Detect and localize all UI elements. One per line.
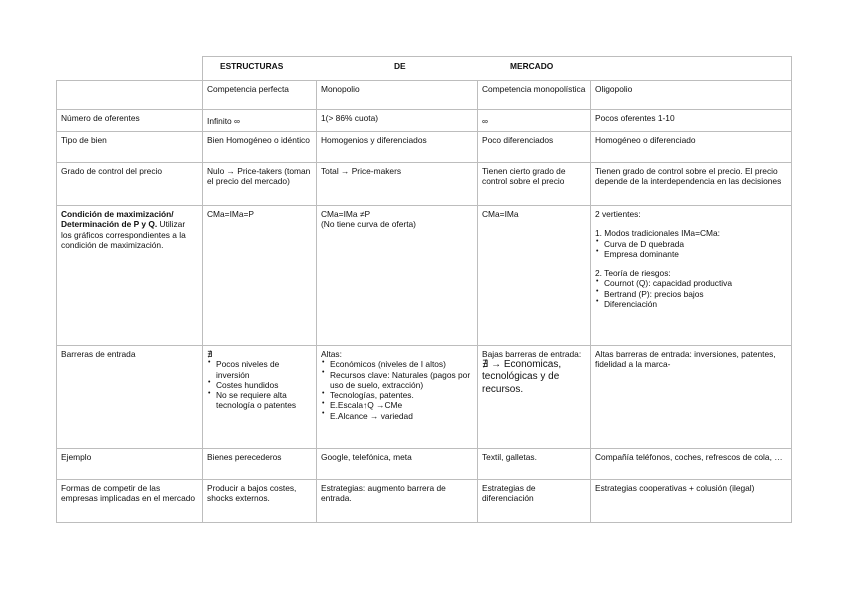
- market-structures-table: [56, 56, 792, 523]
- cell-barreras-monopolistica: [478, 346, 591, 449]
- col-header-monopolio: Monopolio: [317, 81, 478, 110]
- max-oligopolio-sub2-list: [595, 278, 787, 309]
- table-title-row: [57, 57, 792, 81]
- row-label-control-precio: Grado de control del precio: [57, 163, 203, 206]
- row-label-ejemplo: Ejemplo: [57, 449, 203, 480]
- table-row: [57, 132, 792, 163]
- max-oligopolio-sub2: 2. Teoría de riesgos:: [595, 268, 671, 278]
- table-title-cell: [203, 57, 792, 81]
- barreras-perfecta-list: [207, 359, 312, 410]
- title-part-mercado: MERCADO: [510, 61, 554, 71]
- cell-oferentes-monopolio: 1(> 86% cuota): [317, 110, 478, 132]
- list-item: • Bertrand (P): precios bajos: [595, 289, 787, 299]
- cell-ejemplo-monopolistica: Textil, galletas.: [478, 449, 591, 480]
- cell-formas-oligopolio: Estrategias cooperativas + colusión (ilegal): [591, 480, 792, 523]
- cell-bien-monopolio: Homogenios y diferenciados: [317, 132, 478, 163]
- empty-header-cell: [57, 81, 203, 110]
- list-item: • Recursos clave: Naturales (pagos por uso de suelo, extracción): [321, 370, 473, 391]
- cell-control-monopolio: Total → Price-makers: [317, 163, 478, 206]
- cell-formas-perfecta: Producir a bajos costes, shocks externos.: [203, 480, 317, 523]
- cell-oferentes-oligopolio: Pocos oferentes 1-10: [591, 110, 792, 132]
- list-item: • No se requiere alta tecnología o patentes: [207, 390, 312, 411]
- max-monopolio-line2: (No tiene curva de oferta): [321, 219, 416, 230]
- list-item: • Pocos niveles de inversión: [207, 359, 312, 380]
- maximizacion-label-bold: Condición de maximización/ Determinación de P y Q.: [61, 209, 174, 230]
- cell-ejemplo-oligopolio: Compañía teléfonos, coches, refrescos de cola, …: [591, 449, 792, 480]
- cell-control-monopolistica: Tienen cierto grado de control sobre el precio: [478, 163, 591, 206]
- cell-max-perfecta: CMa=IMa=P: [203, 206, 317, 346]
- cell-max-oligopolio: [591, 206, 792, 346]
- list-item: • Económicos (niveles de I altos): [321, 359, 473, 369]
- barreras-perfecta-head: ∄: [207, 349, 213, 359]
- table-row: [57, 480, 792, 523]
- row-label-tipo-bien: Tipo de bien: [57, 132, 203, 163]
- title-part-estructuras: ESTRUCTURAS: [220, 61, 284, 71]
- cell-oferentes-monopolistica: ∞: [478, 110, 591, 132]
- barreras-monopolio-list: [321, 359, 473, 421]
- list-item: • Tecnologías, patentes.: [321, 390, 473, 400]
- list-item: • Cournot (Q): capacidad productiva: [595, 278, 787, 288]
- list-item: • Curva de D quebrada: [595, 239, 787, 249]
- empty-corner-cell: [57, 57, 203, 81]
- col-header-oligopolio: Oligopolio: [591, 81, 792, 110]
- barreras-monopolio-head: Altas:: [321, 349, 342, 359]
- row-label-oferentes: Número de oferentes: [57, 110, 203, 132]
- cell-bien-perfecta: Bien Homogéneo o idéntico: [203, 132, 317, 163]
- row-label-maximizacion: [57, 206, 203, 346]
- col-header-competencia-monopolistica: Competencia monopolística: [478, 81, 591, 110]
- cell-ejemplo-perfecta: Bienes perecederos: [203, 449, 317, 480]
- cell-oferentes-perfecta: Infinito ∞: [203, 110, 317, 132]
- row-label-formas-competir: Formas de competir de las empresas implicadas en el mercado: [57, 480, 203, 523]
- col-header-competencia-perfecta: Competencia perfecta: [203, 81, 317, 110]
- maximizacion-label-rest: Utilizar los gráficos correspondientes a la condición de maximización.: [61, 219, 186, 250]
- list-item: • E.Alcance → variedad: [321, 411, 473, 421]
- table-row: [57, 163, 792, 206]
- column-header-row: [57, 81, 792, 110]
- table-row: [57, 110, 792, 132]
- cell-formas-monopolistica: Estrategias de diferenciación: [478, 480, 591, 523]
- title-part-de: DE: [394, 61, 406, 71]
- barreras-monopolistica-line1: Bajas barreras de entrada:: [482, 349, 582, 359]
- cell-control-perfecta: Nulo → Price-takers (toman el precio del mercado): [203, 163, 317, 206]
- table-row: [57, 206, 792, 346]
- max-oligopolio-sub1-list: [595, 239, 787, 260]
- list-item: • Costes hundidos: [207, 380, 312, 390]
- cell-control-oligopolio: Tienen grado de control sobre el precio. El precio depende de la interdependencia en las decisiones: [591, 163, 792, 206]
- list-item: • E.Escala↑Q →CMe: [321, 400, 473, 410]
- cell-max-monopolio: [317, 206, 478, 346]
- cell-formas-monopolio: Estrategias: augmento barrera de entrada.: [317, 480, 478, 523]
- cell-barreras-perfecta: [203, 346, 317, 449]
- max-monopolio-line1: CMa=IMa ≠P: [321, 209, 371, 219]
- cell-max-monopolistica: CMa=IMa: [478, 206, 591, 346]
- table-row: [57, 346, 792, 449]
- list-item: • Diferenciación: [595, 299, 787, 309]
- list-item: • Empresa dominante: [595, 249, 787, 259]
- barreras-monopolistica-line2: ∄ → Economicas, tecnológicas y de recursos.: [482, 359, 562, 395]
- table-row: [57, 449, 792, 480]
- row-label-barreras: Barreras de entrada: [57, 346, 203, 449]
- cell-bien-oligopolio: Homogéneo o diferenciado: [591, 132, 792, 163]
- cell-bien-monopolistica: Poco diferenciados: [478, 132, 591, 163]
- max-oligopolio-title: 2 vertientes:: [595, 209, 641, 219]
- cell-barreras-oligopolio: Altas barreras de entrada: inversiones, patentes, fidelidad a la marca-: [591, 346, 792, 449]
- cell-barreras-monopolio: [317, 346, 478, 449]
- cell-ejemplo-monopolio: Google, telefónica, meta: [317, 449, 478, 480]
- max-oligopolio-sub1: 1. Modos tradicionales IMa=CMa:: [595, 228, 720, 239]
